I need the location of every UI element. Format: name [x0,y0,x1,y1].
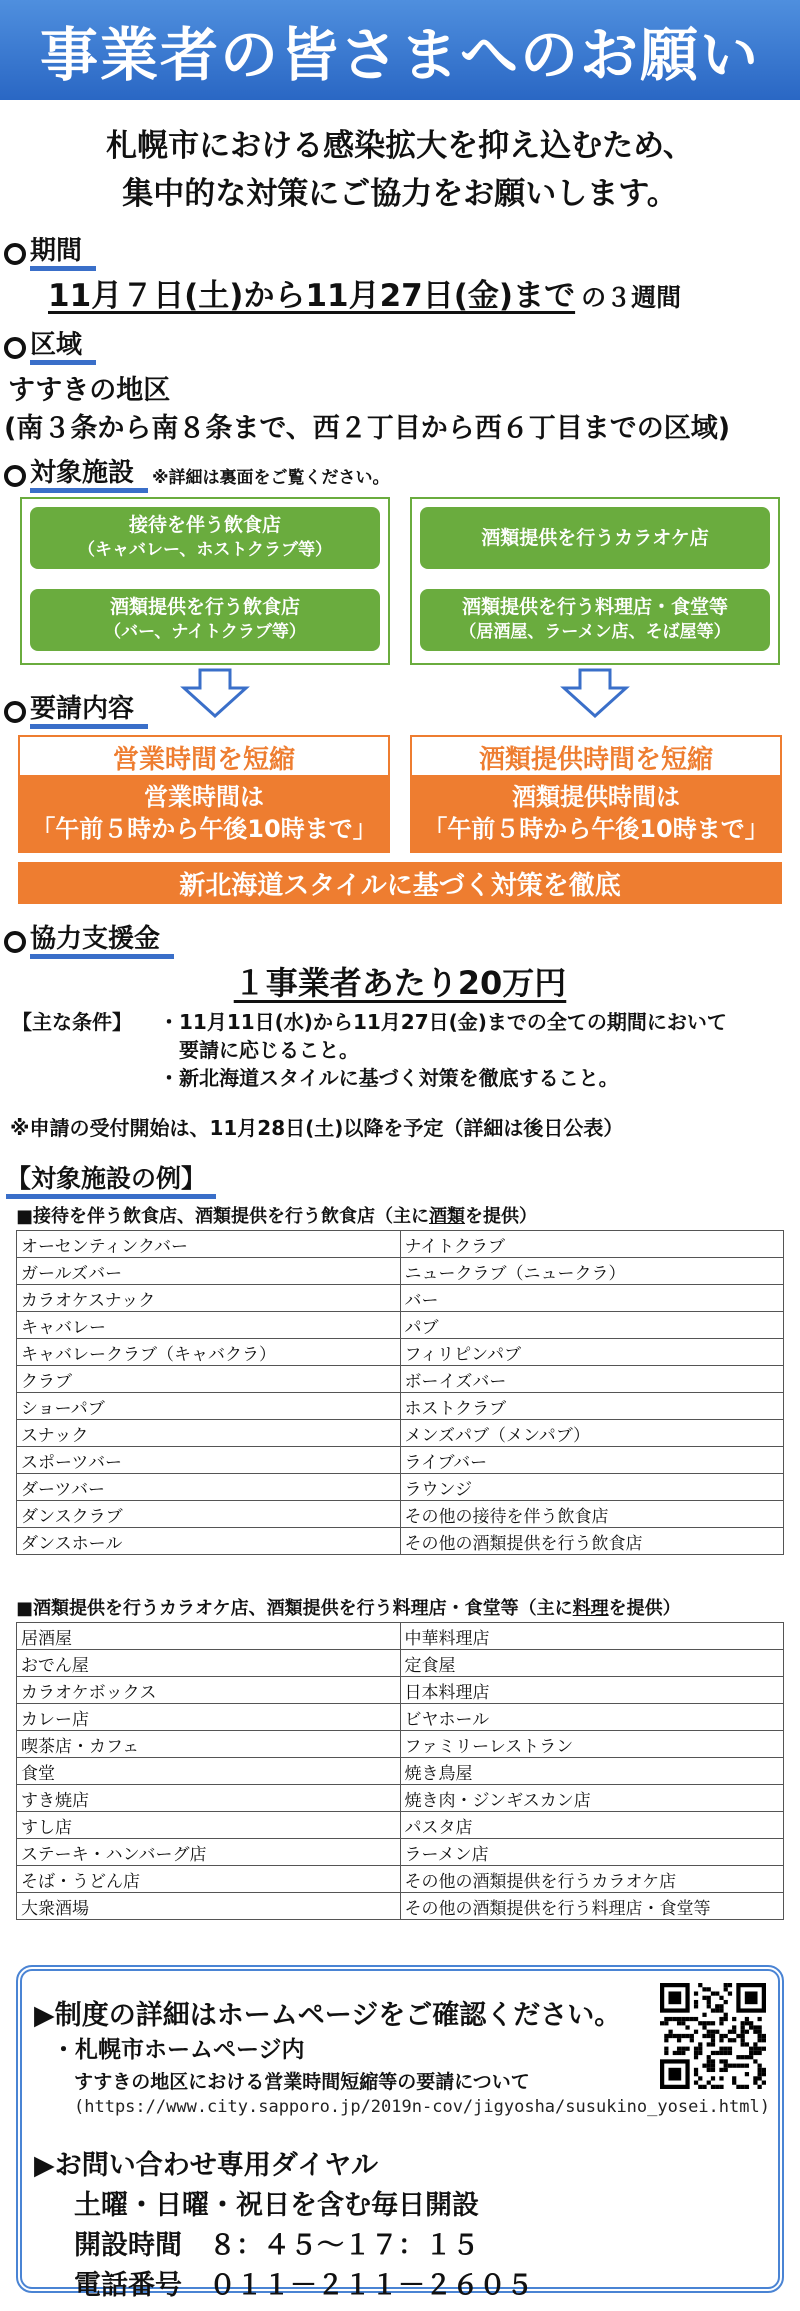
info-box [16,1965,784,2301]
area-detail: (南３条から南８条まで、西２丁目から西６丁目までの区域) [4,413,731,444]
facility-sub: （居酒屋、ラーメン店、そば屋等） [459,622,731,642]
table-cell: 大衆酒場 [17,1893,401,1920]
area-name: すすきの地区 [8,375,171,406]
table-cell: ラーメン店 [400,1839,784,1866]
down-arrow-icon [560,668,630,718]
table-cell: ナイトクラブ [400,1231,784,1258]
cond-2: ・新北海道スタイルに基づく対策を徹底すること。 [159,1066,619,1090]
table-cell: 定食屋 [400,1650,784,1677]
table-row [17,1704,784,1731]
facility-sub: （バー、ナイトクラブ等） [104,622,306,642]
table-row [17,1393,784,1420]
info-contact-days: 土曜・日曜・祝日を含む毎日開設 [74,2190,479,2221]
table-cell: カラオケスナック [17,1285,401,1312]
cond-1b: 要請に応じること。 [179,1038,359,1062]
period-range: 11月７日(土)から11月27日(金)まで [48,278,576,314]
table-cell: ライブバー [400,1447,784,1474]
facility-label: 酒類提供を行うカラオケ店 [481,526,709,549]
info-homepage-heading: ▶制度の詳細はホームページをご確認ください。 [34,2000,622,2031]
table-cell: バー [400,1285,784,1312]
table-row [17,1501,784,1528]
support-amount [0,958,800,1004]
table-row [17,1231,784,1258]
table-cell: ビヤホール [400,1704,784,1731]
table-cell: ホストクラブ [400,1393,784,1420]
table-cell: 焼き鳥屋 [400,1758,784,1785]
request-hours-body [20,775,388,851]
table-cell: 食堂 [17,1758,401,1785]
facilities-note: ※詳細は裏面をご覧ください。 [152,468,390,488]
table-cell: ガールズバー [17,1258,401,1285]
table-cell: ダンスホール [17,1528,401,1555]
table-row [17,1339,784,1366]
support-conditions [12,1008,727,1092]
table-cell: スポーツバー [17,1447,401,1474]
lead-line-2: 集中的な対策にご協力をお願いします。 [122,176,678,212]
table-row [17,1285,784,1312]
table-cell: その他の酒類提供を行う飲食店 [400,1528,784,1555]
table-cell: パブ [400,1312,784,1339]
page-banner [0,0,800,100]
circle-icon [4,337,26,359]
table-cell: 中華料理店 [400,1623,784,1650]
request-heading-label: 要請内容 [30,694,148,729]
facility-group-left [20,497,390,665]
table-cell: ファミリーレストラン [400,1731,784,1758]
table-cell: その他の接待を伴う飲食店 [400,1501,784,1528]
period-suffix: の３週間 [581,283,682,312]
table-cell: ダンスクラブ [17,1501,401,1528]
table-cell: 喫茶店・カフェ [17,1731,401,1758]
table-cell: その他の酒類提供を行うカラオケ店 [400,1866,784,1893]
table-cell: その他の酒類提供を行う料理店・食堂等 [400,1893,784,1920]
table-cell: ステーキ・ハンバーグ店 [17,1839,401,1866]
table-cell: 居酒屋 [17,1623,401,1650]
table-cell: クラブ [17,1366,401,1393]
request-hours-line1: 営業時間は [144,783,264,811]
facility-alcohol-diner [420,589,770,651]
table-row [17,1312,784,1339]
table-cell: フィリピンパブ [400,1339,784,1366]
facility-label: 酒類提供を行う飲食店 [109,596,300,618]
table-cell: オーセンティンクバー [17,1231,401,1258]
request-hours-title: 営業時間を短縮 [112,744,295,775]
section-support-heading [4,924,174,959]
table-row [17,1420,784,1447]
table-cell: ニュークラブ（ニュークラ） [400,1258,784,1285]
request-alcohol-line1: 酒類提供時間は [512,783,680,811]
table-cell: キャバレー [17,1312,401,1339]
area-heading-label: 区域 [30,330,96,365]
request-alcohol-title: 酒類提供時間を短縮 [478,744,713,775]
table-cell: メンズパブ（メンパブ） [400,1420,784,1447]
table-cell: パスタ店 [400,1812,784,1839]
table-cell: すし店 [17,1812,401,1839]
facility-label: 接待を伴う飲食店 [128,514,281,536]
table-cell: スナック [17,1420,401,1447]
table-row [17,1866,784,1893]
facility-alcohol-restaurant [30,589,380,651]
support-amount-text: １事業者あたり20万円 [233,964,567,1002]
table-row [17,1474,784,1501]
table-cell: おでん屋 [17,1650,401,1677]
table-cell: ショーパブ [17,1393,401,1420]
table-row [17,1812,784,1839]
lead-line-1: 札幌市における感染拡大を抑え込むため、 [106,128,694,164]
info-homepage-sub: ・札幌市ホームページ内 [52,2037,305,2063]
new-hokkaido-style-bar: 新北海道スタイルに基づく対策を徹底 [18,862,782,904]
table-cell: 日本料理店 [400,1677,784,1704]
period-heading-label: 期間 [30,236,96,271]
info-homepage-url[interactable]: (https://www.city.sapporo.jp/2019n-cov/jigyosha/susukino_yosei.html) [74,2097,770,2117]
table-cell: ダーツバー [17,1474,401,1501]
request-alcohol-line2: 「午前５時から午後10時まで」 [423,815,769,843]
table-row [17,1785,784,1812]
examples-heading: 【対象施設の例】 [6,1164,216,1199]
table-row [17,1258,784,1285]
table-cell: 焼き肉・ジンギスカン店 [400,1785,784,1812]
section-period-heading [4,236,96,271]
table-cell: キャバレークラブ（キャバクラ） [17,1339,401,1366]
table-cell: ボーイズバー [400,1366,784,1393]
request-alcohol-box [410,735,782,853]
table-row [17,1366,784,1393]
request-alcohol-body [412,775,780,851]
support-heading-label: 協力支援金 [30,924,174,959]
lead-text [0,122,800,218]
cond-label: 【主な条件】 [12,1010,132,1034]
table-cell: ラウンジ [400,1474,784,1501]
down-arrow-icon [180,668,250,718]
period-text [48,270,681,315]
table-row [17,1650,784,1677]
table-row [17,1623,784,1650]
table-row [17,1758,784,1785]
qr-code-icon[interactable] [660,1983,766,2089]
section-request-heading [4,694,148,729]
circle-icon [4,931,26,953]
facility-karaoke [420,507,770,569]
cond-1a: ・11月11日(水)から11月27日(金)までの全ての期間において [159,1010,727,1034]
request-hours-line2: 「午前５時から午後10時まで」 [31,815,377,843]
table-cell: そば・うどん店 [17,1866,401,1893]
table-cell: カレー店 [17,1704,401,1731]
examples-table-2 [16,1622,784,1920]
section-area-heading [4,330,96,365]
table-row [17,1893,784,1920]
application-notice: ※申請の受付開始は、11月28日(土)以降を予定（詳細は後日公表） [10,1116,624,1140]
circle-icon [4,243,26,265]
table-row [17,1528,784,1555]
facility-label: 酒類提供を行う料理店・食堂等 [461,596,728,618]
table-row [17,1731,784,1758]
table-cell: すき焼店 [17,1785,401,1812]
examples-table-1 [16,1230,784,1555]
table-cell: カラオケボックス [17,1677,401,1704]
table-row [17,1447,784,1474]
info-contact-phone: 電話番号 ０１１－２１１－２６０５ [74,2270,533,2301]
banner-title: 事業者の皆さまへのお願い [39,21,760,89]
info-contact-hours: 開設時間 ８：４５～１７：１５ [74,2230,479,2261]
table-row [17,1677,784,1704]
table2-title: ■酒類提供を行うカラオケ店、酒類提供を行う料理店・食堂等（主に料理を提供） [16,1598,681,1619]
circle-icon [4,465,26,487]
table1-title: ■接待を伴う飲食店、酒類提供を行う飲食店（主に酒類を提供） [16,1206,538,1227]
facility-entertainment [30,507,380,569]
facility-sub: （キャバレー、ホストクラブ等） [78,540,332,560]
info-contact-heading: ▶お問い合わせ専用ダイヤル [34,2150,378,2181]
facility-group-right [410,497,780,665]
facilities-heading-label: 対象施設 [30,458,148,493]
section-facilities-heading [4,458,390,493]
circle-icon [4,701,26,723]
request-hours-box [18,735,390,853]
info-homepage-page-title[interactable]: すすきの地区における営業時間短縮等の要請について [74,2071,530,2093]
table-row [17,1839,784,1866]
